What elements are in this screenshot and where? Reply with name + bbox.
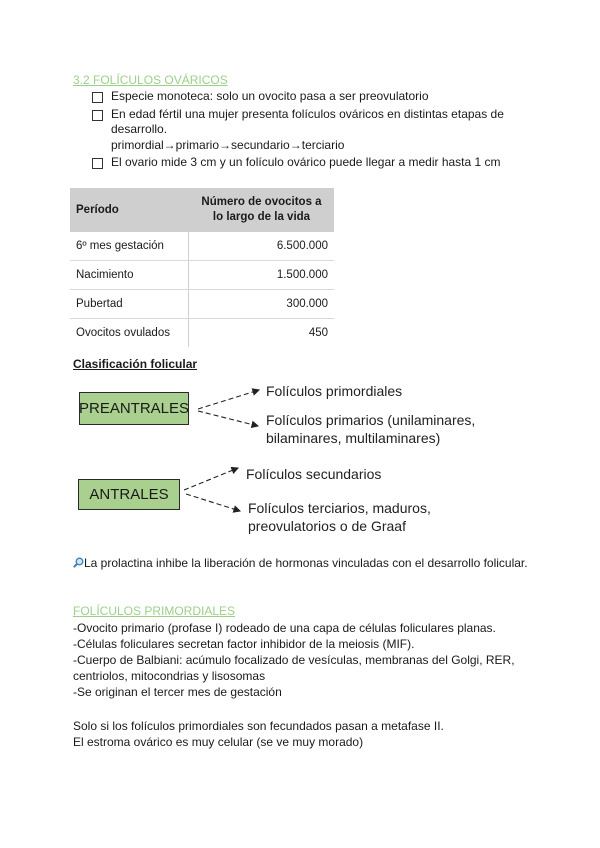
bullet-text: En edad fértil una mujer presenta folículos ováricos en distintas etapas de desarrollo. [111, 106, 504, 136]
sequence-text: primordial→primario→secundario→terciario [111, 137, 345, 152]
classification-title: Clasificación folicular [73, 357, 198, 371]
table-cell: Ovocitos ovulados [70, 319, 189, 348]
primordiales-line: -Se originan el tercer mes de gestación [73, 685, 282, 699]
arrow-line [186, 494, 240, 511]
primordiales-line: -Células foliculares secretan factor inhibidor de la meiosis (MIF). [73, 637, 415, 651]
primordiales-line: -Ovocito primario (profase I) rodeado de una capa de células foliculares planas. [73, 621, 496, 635]
magnifier-icon [73, 557, 84, 568]
primordiales-title: FOLÍCULOS PRIMORDIALES [73, 604, 236, 618]
section-title: 3.2 FOLÍCULOS OVÁRICOS [73, 73, 228, 87]
table-cell: Nacimiento [70, 261, 189, 290]
diagram-item: Folículos terciarios, maduros, preovulatorios o de Graaf [248, 500, 431, 534]
diagram-item: Folículos secundarios [246, 466, 382, 482]
table-header: Número de ovocitos a lo largo de la vida [189, 188, 335, 232]
table-cell: 6º mes gestación [70, 232, 189, 261]
bullet-text: Especie monoteca: solo un ovocito pasa a ser preovulatorio [111, 89, 429, 103]
arrow-line [198, 390, 259, 409]
table-cell: 1.500.000 [189, 261, 335, 290]
closing-line: Solo si los folículos primordiales son fecundados pasan a metafase II. [73, 719, 444, 733]
bullet-text: El ovario mide 3 cm y un folículo ovárico puede llegar a medir hasta 1 cm [111, 155, 501, 169]
arrow-line [184, 468, 238, 490]
table-cell: Pubertad [70, 290, 189, 319]
closing-line: El estroma ovárico es muy celular (se ve muy morado) [73, 735, 364, 749]
table-header: Período [70, 188, 189, 232]
table-cell: 300.000 [189, 290, 335, 319]
note-text: La prolactina inhibe la liberación de hormonas vinculadas con el desarrollo folicular. [84, 556, 528, 570]
table-cell: 6.500.000 [189, 232, 335, 261]
antrales-box: ANTRALES [78, 479, 180, 510]
arrow-line [198, 411, 258, 426]
closing-text [73, 718, 543, 750]
primordiales-line: -Cuerpo de Balbiani: acúmulo focalizado de vesículas, membranas del Golgi, RER, centriolos, mitocondrias y lisosomas [73, 653, 515, 683]
prolactin-note [73, 556, 533, 572]
table-cell: 450 [308, 327, 328, 339]
diagram-item: Folículos primordiales [266, 383, 403, 399]
preantrales-box: PREANTRALES [79, 392, 189, 425]
diagram-item: Folículos primarios (unilaminares, bilaminares, multilaminares) [266, 412, 476, 446]
primordiales-list [73, 620, 543, 700]
